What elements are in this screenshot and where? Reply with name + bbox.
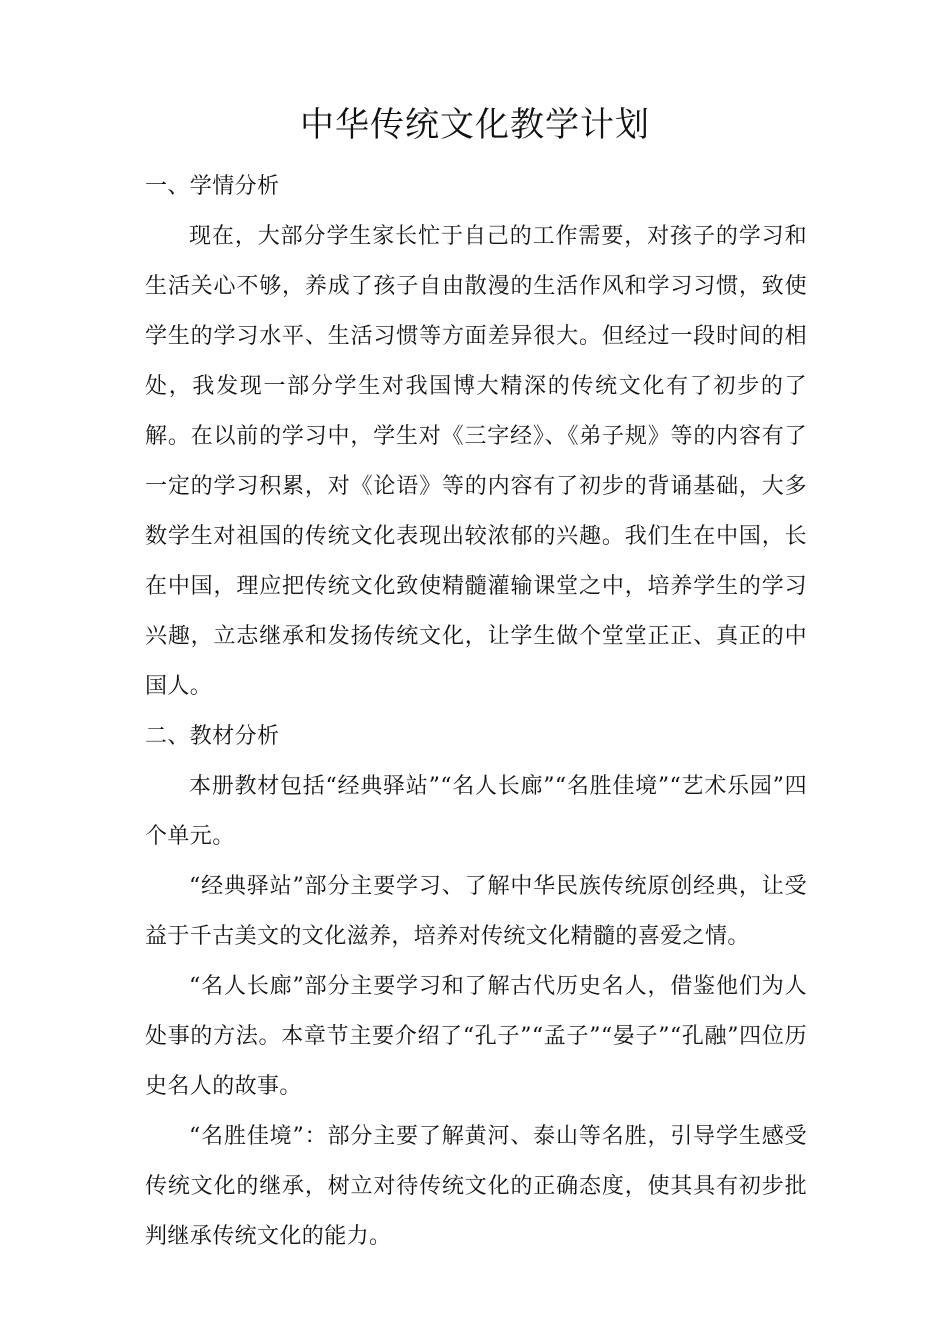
section-learning-analysis bbox=[145, 162, 807, 712]
section-heading: 二、教材分析 bbox=[145, 724, 280, 749]
paragraph: 现在，大部分学生家长忙于自己的工作需要，对孩子的学习和生活关心不够，养成了孩子自由散漫的生活作风和学习习惯，致使学生的学习水平、生活习惯等方面差异很大。但经过一段时间的相处，我发现一部分学生对我国博大精深的传统文化有了初步的了解。在以前的学习中，学生对《三字经》、《弟子规》等的内容有了一定的学习积累，对《论语》等的内容有了初步的背诵基础，大多数学生对祖国的传统文化表现出较浓郁的兴趣。我们生在中国，长在中国，理应把传统文化致使精髓灌输课堂之中，培养学生的学习兴趣，立志继承和发扬传统文化，让学生做个堂堂正正、真正的中国人。 bbox=[145, 224, 807, 699]
paragraph: “经典驿站”部分主要学习、了解中华民族传统原创经典，让受益于千古美文的文化滋养，培养对传统文化精髓的喜爱之情。 bbox=[145, 874, 807, 949]
section-textbook-analysis bbox=[145, 712, 807, 1262]
paragraph: 本册教材包括“经典驿站”“名人长廊”“名胜佳境”“艺术乐园”四个单元。 bbox=[145, 774, 807, 849]
paragraph: “名胜佳境”：部分主要了解黄河、泰山等名胜，引导学生感受传统文化的继承，树立对待传统文化的正确态度，使其具有初步批判继承传统文化的能力。 bbox=[145, 1124, 807, 1249]
document-body bbox=[145, 162, 807, 1262]
section-heading: 一、学情分析 bbox=[145, 174, 280, 199]
document-title: 中华传统文化教学计划 bbox=[300, 105, 650, 145]
paragraph: “名人长廊”部分主要学习和了解古代历史名人，借鉴他们为人处事的方法。本章节主要介绍了“孔子”“孟子”“晏子”“孔融”四位历史名人的故事。 bbox=[145, 974, 807, 1099]
